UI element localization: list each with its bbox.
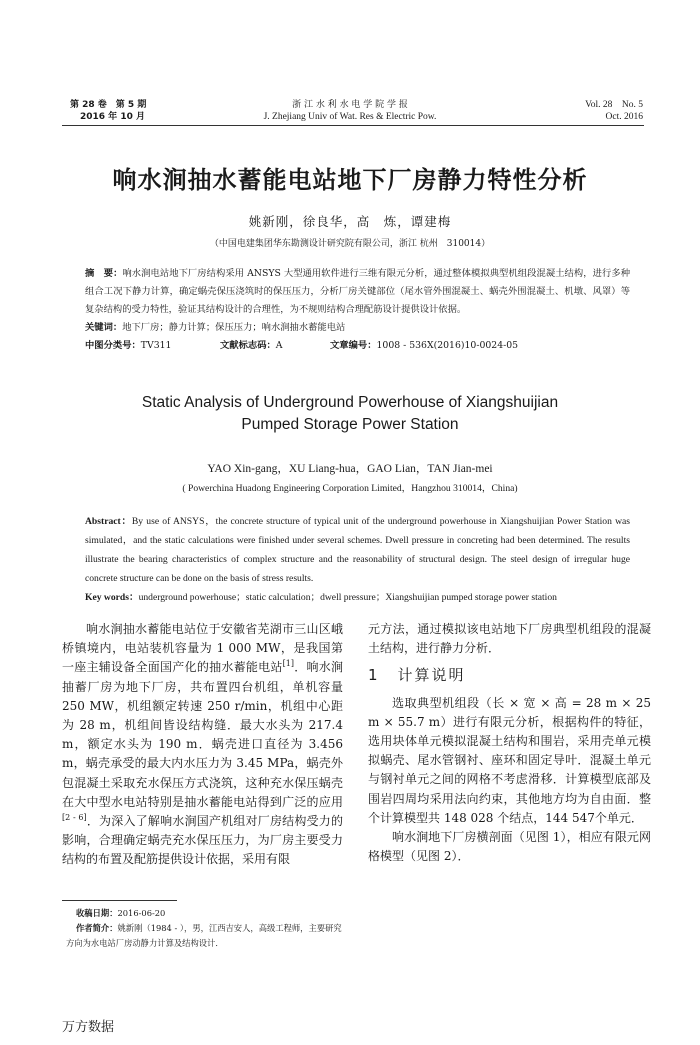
authors-en: YAO Xin-gang，XU Liang-hua，GAO Lian，TAN Jian-mei bbox=[207, 463, 493, 475]
keywords-en-text: underground powerhouse；static calculation；dwell pressure；Xiangshuijian pumped storage power station bbox=[138, 592, 557, 603]
intro-text-3: ．为深入了解响水涧国产机组对厂房结构受力的影响，合理确定蜗壳充水保压压力，为厂房主要受力结构的布置及配筋提供设计依据，采用有限 bbox=[62, 814, 343, 867]
figure-reference-paragraph: 响水涧地下厂房横剖面（见图 1），相应有限元网格模型（见图 2）． bbox=[368, 830, 651, 864]
doc-code bbox=[220, 337, 283, 355]
abstract-cn-text: 响水涧电站地下厂房结构采用 ANSYS 大型通用软件进行三维有限元分析，通过整体模拟典型机组段混凝土结构，进行多种组合工况下静力计算，确定蜗壳保压浇筑时的保压压力，分析厂房关键部位（尾水管外围混凝土、蜗壳外围混凝土、机墩、风罩）等复杂结构的受力特性，验证其结构设计的合理性，为不规则结构合理配筋设计提供设计依据。 bbox=[85, 268, 630, 315]
received-label: 收稿日期： bbox=[76, 908, 118, 918]
author-bio bbox=[66, 921, 346, 951]
abstract-cn bbox=[85, 265, 630, 355]
journal-name-en: J. Zhejiang Univ of Wat. Res & Electric Pow. bbox=[263, 112, 437, 122]
clc-value: TV311 bbox=[140, 340, 172, 351]
keywords-cn bbox=[85, 319, 630, 337]
keywords-cn-label: 关键词： bbox=[85, 322, 123, 333]
article-no-value: 1008 - 536X(2016)10-0024-05 bbox=[376, 340, 519, 351]
abstract-en-text: By use of ANSYS，the concrete structure of typical unit of the underground powerhouse in Xiangshuijian Power Station was simulated，and the static calculations were finished under several schemes. Dwell pressure in concreting had been determined. The results illustrate the bearing characteristics of complex structure and the reasonability of structural design. The steel design of irregular huge concrete structure can be done on the basis of stress results. bbox=[85, 516, 631, 584]
header-rule bbox=[62, 125, 644, 126]
intro-continued: 元方法，通过模拟该电站地下厂房典型机组段的混凝土结构，进行静力分析． bbox=[368, 622, 651, 656]
paper-title-en bbox=[0, 392, 700, 436]
article-no-label: 文章编号： bbox=[330, 340, 377, 351]
article-no bbox=[330, 337, 518, 355]
doc-code-value: A bbox=[275, 340, 283, 351]
section-heading bbox=[368, 666, 651, 685]
classification-line bbox=[85, 337, 630, 355]
clc-label: 中图分类号： bbox=[85, 340, 141, 351]
header-volume-issue: 第 28 卷 第 5 期 bbox=[70, 100, 147, 110]
keywords-en bbox=[85, 588, 630, 607]
watermark-text: 万方数据 bbox=[62, 1020, 115, 1035]
affiliation-cn: （中国电建集团华东勘测设计研究院有限公司，浙江 杭州 310014） bbox=[209, 239, 491, 249]
body-left-column bbox=[62, 620, 343, 870]
keywords-en-label: Key words： bbox=[85, 592, 139, 603]
intro-paragraph bbox=[62, 620, 343, 870]
author-bio-text: 姚新刚（1984 - ），男，江西吉安人，高级工程师，主要研究方向为水电站厂房动静力计算及结构设计． bbox=[66, 923, 342, 948]
method-paragraph: 选取典型机组段（长 × 宽 × 高 = 28 m × 25 m × 55.7 m）进行有限元分析，根据构件的特征，选用块体单元模拟混凝土结构和围岩，采用壳单元模拟蜗壳、尾水管钢衬、座环和固定导叶．混凝土单元与钢衬单元之间的网格不考虑滑移．计算模型底部及围岩四周均采用法向约束，其他地方均为自由面．整个计算模型共 148 028 个结点，144 547个单元． bbox=[368, 695, 651, 825]
citation-1: [1] bbox=[282, 659, 294, 669]
paper-title-cn: 响水涧抽水蓄能电站地下厂房静力特性分析 bbox=[112, 166, 588, 194]
received-date bbox=[66, 906, 346, 921]
header-date-en: Oct. 2016 bbox=[605, 112, 643, 122]
citation-2: [2 - 6] bbox=[62, 813, 87, 823]
clc bbox=[85, 337, 171, 355]
affiliation-en: ( Powerchina Huadong Engineering Corporation Limited，Hangzhou 310014，China) bbox=[182, 483, 518, 494]
doc-code-label: 文献标志码： bbox=[220, 340, 276, 351]
header-date: 2016 年 10 月 bbox=[80, 112, 145, 122]
section-title: 计算说明 bbox=[397, 666, 466, 685]
header-journal bbox=[200, 99, 500, 123]
abstract-cn-label: 摘 要： bbox=[85, 268, 123, 279]
abstract-en-label: Abstract： bbox=[85, 516, 132, 527]
author-bio-label: 作者简介： bbox=[76, 923, 118, 933]
footnote-rule bbox=[62, 900, 177, 901]
abstract-en bbox=[85, 512, 630, 607]
title-en-line1: Static Analysis of Underground Powerhouse of Xiangshuijian bbox=[141, 394, 559, 411]
authors-cn: 姚新刚，徐良华，高 炼，谭建梅 bbox=[248, 214, 452, 229]
abstract-cn-body bbox=[85, 265, 630, 319]
header-vol-no: Vol. 28 No. 5 bbox=[585, 100, 643, 110]
intro-text-2: ．响水涧抽蓄厂房为地下厂房，共布置四台机组，单机容量 250 MW，机组额定转速 250 r/min，机组中心距为 28 m，机组间皆设结构缝．最大水头为 217.4 m，额定水头为 190 m．蜗壳进口直径为 3.456 m，蜗壳承受的最大内水压力为 3.45 MPa，蜗壳外包混凝土采取充水保压方式浇筑，这种充水保压蜗壳在大中型水电站特别是抽水蓄能电站得到广泛的应用 bbox=[62, 660, 343, 809]
body-right-column bbox=[368, 620, 651, 866]
header-volume bbox=[70, 99, 146, 123]
intro-text-1: 响水涧抽水蓄能电站位于安徽省芜湖市三山区峨桥镇境内，电站装机容量为 1 000 MW，是我国第一座主辅设备全面国产化的抽水蓄能电站 bbox=[62, 622, 343, 675]
title-en-line2: Pumped Storage Power Station bbox=[241, 416, 459, 433]
footnote bbox=[66, 906, 346, 951]
journal-name-cn: 浙 江 水 利 水 电 学 院 学 报 bbox=[292, 100, 408, 110]
header-vol-en bbox=[530, 99, 643, 123]
abstract-en-body bbox=[85, 512, 630, 588]
section-number: 1 bbox=[368, 666, 378, 685]
keywords-cn-text: 地下厂房；静力计算；保压压力；响水涧抽水蓄能电站 bbox=[122, 322, 346, 333]
received-value: 2016-06-20 bbox=[117, 908, 166, 918]
